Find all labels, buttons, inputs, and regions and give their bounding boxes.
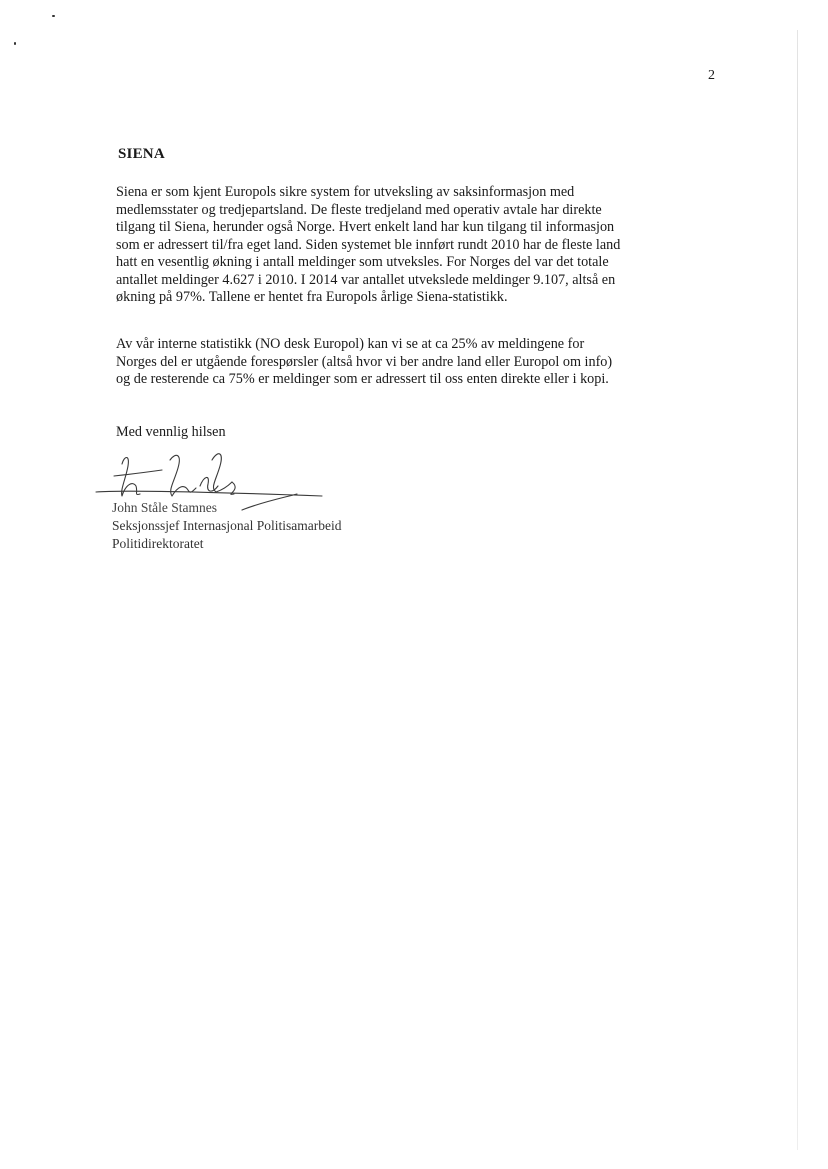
paragraph-line: antallet meldinger 4.627 i 2010. I 2014 var antallet utvekslede meldinger 9.107, altså en xyxy=(116,271,616,288)
scan-speck xyxy=(14,42,16,45)
paragraph-line: som er adressert til/fra eget land. Siden systemet ble innført rundt 2010 har de fleste land xyxy=(116,236,621,253)
scan-speck xyxy=(52,15,55,17)
paragraph-line: hatt en vesentlig økning i antall meldinger som utveksles. For Norges del var det totale xyxy=(116,254,609,270)
paragraph-internal-statistics xyxy=(116,336,676,389)
paragraph-line: tilgang til Siena, herunder også Norge. Hvert enkelt land har kun tilgang til informasjon xyxy=(116,219,615,235)
signatory-organization: Politidirektoratet xyxy=(112,536,204,551)
paragraph-siena-intro xyxy=(116,184,676,307)
paragraph-line: økning på 97%. Tallene er hentet fra Europols årlige Siena-statistikk. xyxy=(116,289,508,305)
closing-greeting: Med vennlig hilsen xyxy=(116,424,226,440)
signatory-title: Seksjonssjef Internasjonal Politisamarbeid xyxy=(112,518,342,533)
signatory-name: John Ståle Stamnes xyxy=(112,500,217,515)
paragraph-line: og de resterende ca 75% er meldinger som er adressert til oss enten direkte eller i kopi. xyxy=(116,371,609,387)
page-number: 2 xyxy=(708,68,715,83)
paragraph-line: Siena er som kjent Europols sikre system for utveksling av saksinformasjon med xyxy=(116,184,575,200)
paragraph-line: medlemsstater og tredjepartsland. De fleste tredjeland med operativ avtale har direkte xyxy=(116,201,602,218)
paragraph-line: Av vår interne statistikk (NO desk Europol) kan vi se at ca 25% av meldingene for xyxy=(116,336,585,352)
section-heading: SIENA xyxy=(118,146,165,162)
scan-edge-line xyxy=(797,30,798,1150)
paragraph-line: Norges del er utgående forespørsler (altså hvor vi ber andre land eller Europol om info) xyxy=(116,353,613,370)
